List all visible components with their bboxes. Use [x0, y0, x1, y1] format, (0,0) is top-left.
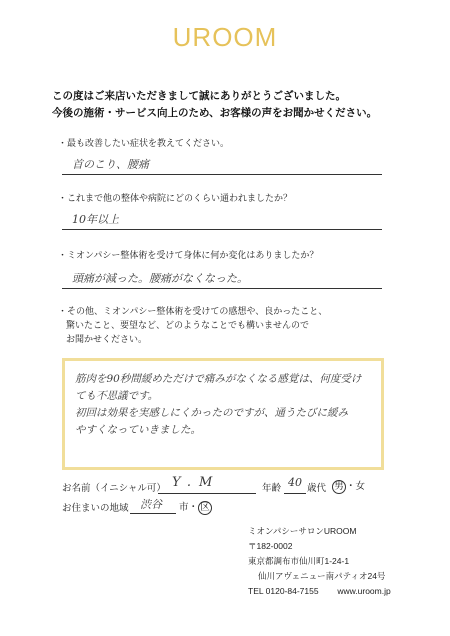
intro-message [52, 88, 412, 122]
brand-logo: UROOM [172, 22, 278, 52]
age-suffix: 歳代 [307, 483, 327, 494]
other-comments-label [58, 305, 398, 347]
age-label: 年齢 [262, 483, 282, 494]
footer-contact [248, 584, 428, 599]
comment-line-2: ても不思議です。 [75, 390, 159, 402]
footer-postal: 〒182-0002 [248, 541, 293, 551]
comment-line-1: 筋肉を90秒間緩めただけで痛みがなくなる感覚は、何度受け [75, 373, 362, 385]
footer-address-1: 東京都調布市仙川町1-24-1 [248, 556, 350, 566]
footer-salon-name: ミオンパシーサロンUROOM [248, 526, 357, 536]
area-line [130, 513, 176, 514]
intro-line-2: 今後の施術・サービス向上のため、お客様の声をお聞かせください。 [52, 107, 378, 119]
other-line-2: 驚いたこと、要望など、どのようなことでも構いませんので [66, 321, 310, 331]
name-value: Y.M [172, 475, 221, 490]
answer-line-1 [62, 174, 382, 175]
question-2-answer: 10年以上 [72, 213, 119, 226]
gender-male-selected: 男 [332, 480, 346, 494]
age-line [284, 493, 306, 494]
footer-web: www.uroom.jp [337, 586, 391, 596]
question-1-label: ・最も改善したい症状を教えてください。 [58, 139, 230, 149]
area-value: 渋谷 [140, 498, 162, 511]
comment-box [62, 358, 384, 470]
intro-line-1: この度はご来店いただきまして誠にありがとうございました。 [52, 90, 346, 102]
question-3-label: ・ミオンパシー整体術を受けて身体に何か変化はありましたか？ [58, 251, 319, 261]
area-ward-selected: 区 [198, 501, 212, 515]
gender-female: 女 [355, 481, 366, 492]
area-separator: ・ [188, 502, 199, 513]
other-line-3: お聞かせください。 [66, 335, 148, 345]
footer-info [248, 524, 428, 599]
name-line [158, 493, 256, 494]
question-1-answer: 首のこり、腰痛 [72, 158, 149, 171]
answer-line-2 [62, 229, 382, 230]
age-value: 40 [288, 476, 302, 489]
comment-line-4: やすくなっていきました。 [75, 424, 201, 436]
other-line-1: ・その他、ミオンパシー整体術を受けての感想や、良かったこと、 [58, 307, 328, 317]
question-2-label: ・これまで他の整体や病院にどのくらい通われましたか？ [58, 194, 293, 204]
question-3-answer: 頭痛が減った。腰痛がなくなった。 [72, 272, 248, 285]
area-city: 市 [179, 502, 189, 513]
gender-separator: ・ [346, 481, 356, 492]
area-options [179, 499, 212, 515]
name-label: お名前（イニシャル可） [62, 483, 166, 494]
footer-tel: TEL 0120-84-7155 [248, 586, 319, 596]
footer-address-2: 仙川アヴェニュー南パティオ24号 [258, 571, 386, 581]
answer-line-3 [62, 288, 382, 289]
gender-options [332, 478, 365, 494]
comment-text [75, 371, 375, 439]
area-label: お住まいの地域 [62, 503, 129, 514]
comment-line-3: 初回は効果を実感しにくかったのですが、通うたびに緩み [75, 407, 348, 419]
